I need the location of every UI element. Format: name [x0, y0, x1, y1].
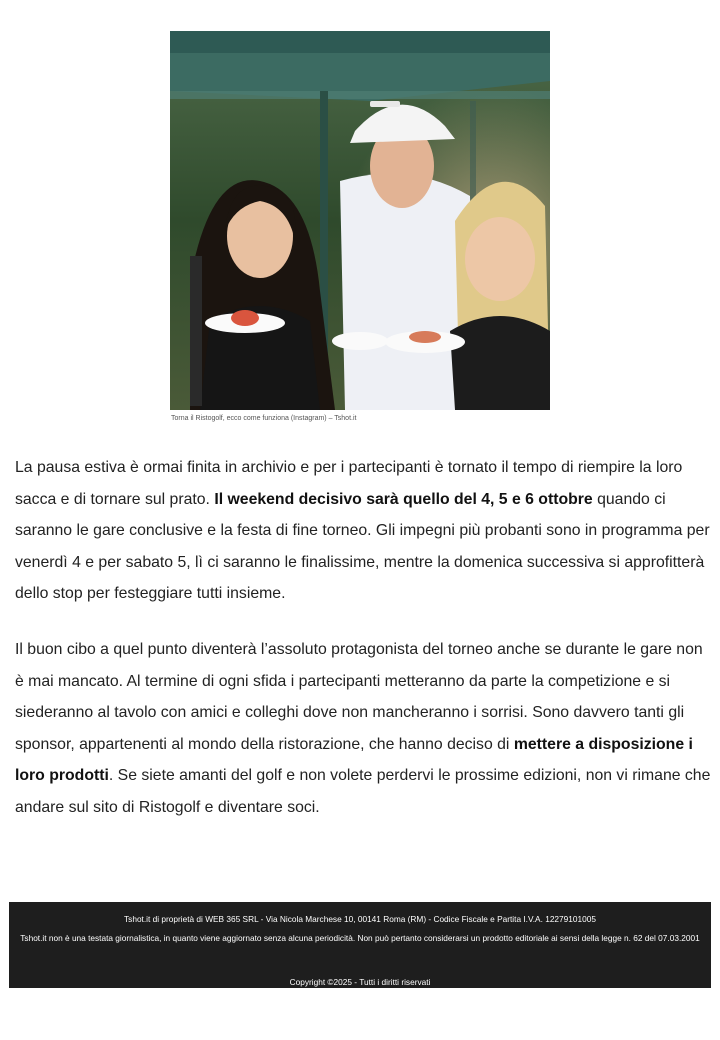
photo-caption: Torna il Ristogolf, ecco come funziona (Instagram) – Tshot.it [171, 415, 357, 422]
footer-copyright: Copyright ©2025 - Tutti i diritti riservati [289, 977, 431, 987]
article-photo [170, 31, 550, 410]
bold-dates: Il weekend decisivo sarà quello del 4, 5 e 6 ottobre [214, 490, 593, 508]
article-body [15, 452, 715, 848]
footer-disclaimer: Tshot.it non è una testata giornalistica, in quanto viene aggiornato senza alcuna periodicità. Non può pertanto considerarsi un prodotto editoriale ai sensi della legge n. 62 del 07.03.2001 [20, 933, 700, 943]
paragraph-1: La pausa estiva è ormai finita in archivio e per i partecipanti è tornato il tempo di riempire la loro sacca e di tornare sul prato. Il weekend decisivo sarà quello del 4, 5 e 6 ottobre quando ci saranno le gare conclusive e la festa di fine torneo. Gli impegni più probanti sono in programma per venerdì 4 e per sabato 5, lì ci saranno le finalissime, mentre la domenica successiva si approfitterà dello stop per festeggiare tutti insieme. [15, 459, 710, 603]
photo-illustration [170, 31, 550, 410]
paragraph-2: Il buon cibo a quel punto diventerà l’assoluto protagonista del torneo anche se durante le gare non è mai mancato. Al termine di ogni sfida i partecipanti metteranno da parte la competizione e si siederanno al tavolo con amici e colleghi dove non mancheranno i sorrisi. Sono davvero tanti gli sponsor, appartenenti al mondo della ristorazione, che hanno deciso di mettere a disposizione i loro prodotti. Se siete amanti del golf e non volete perdervi le prossime edizioni, non vi rimane che andare sul sito di Ristogolf e diventare soci. [15, 640, 711, 816]
bold-products: mettere a disposizione i loro prodotti [15, 735, 693, 785]
site-footer [9, 902, 711, 988]
footer-company-info: Tshot.it di proprietà di WEB 365 SRL - Via Nicola Marchese 10, 00141 Roma (RM) - Codice Fiscale e Partita I.V.A. 12279101005 [124, 914, 596, 924]
